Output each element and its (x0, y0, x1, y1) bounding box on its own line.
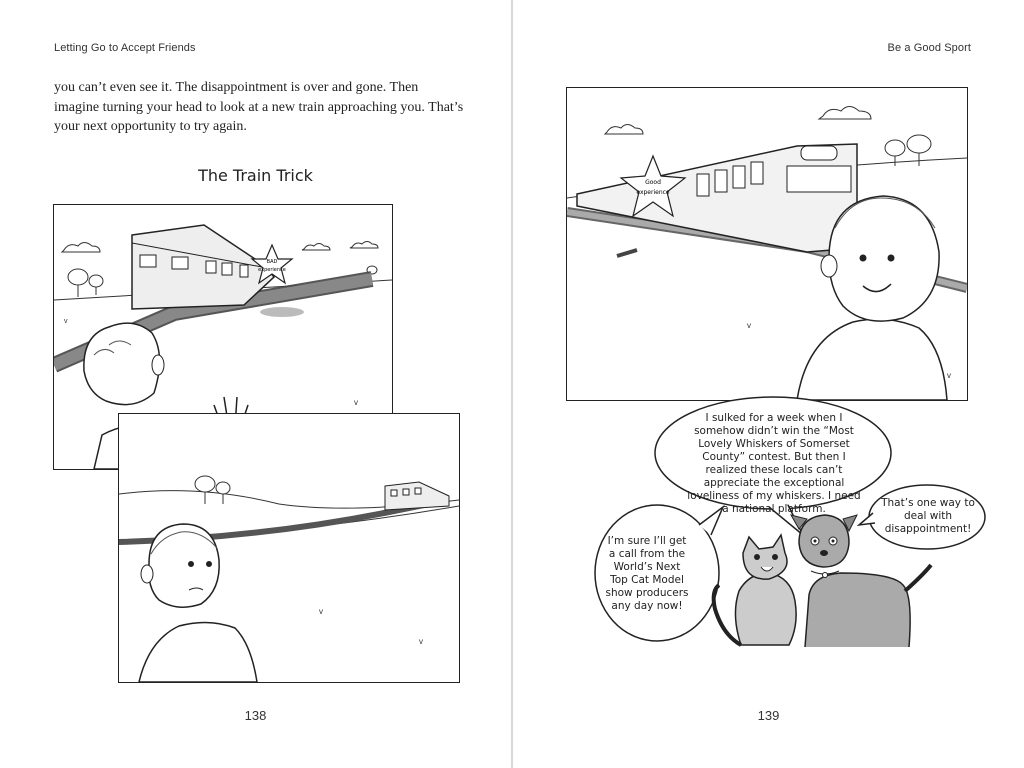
body-paragraph: you can’t even see it. The disappointment is over and gone. Then imagine turning your head to look at a new train approaching you. That’s your next opportunity to try again. (54, 80, 464, 134)
bad-star-label-top: BAD (266, 259, 278, 265)
speech-bubble-cat-top: I sulked for a week when I somehow didn’t win the “Most Lovely Whiskers of Somerset County” contest. But then I realized these locals can’t appreciate the exceptional loveliness of my whiskers. I need a national platform. (687, 412, 861, 515)
running-head-left: Letting Go to Accept Friends (54, 42, 196, 54)
right-page (513, 0, 1024, 768)
comic-panel-new-train (566, 87, 968, 401)
speech-bubble-cat-left: I’m sure I’ll get a call from the World’s Next Top Cat Model show producers any day now! (605, 535, 689, 612)
bad-star-label-bottom: experience (258, 267, 286, 273)
good-star-label-top: Good (645, 179, 661, 186)
svg-text:v: v (947, 371, 951, 380)
page-number-right: 139 (757, 708, 780, 723)
svg-text:v: v (319, 607, 323, 616)
comic-panel-turning (118, 413, 460, 683)
svg-text:v: v (64, 318, 68, 325)
figure-caption: The Train Trick (198, 166, 313, 185)
good-star-label-bottom: experience (636, 189, 670, 196)
panel-illustration-new-train (567, 88, 967, 400)
svg-text:v: v (419, 637, 423, 646)
panel-illustration-turning (119, 414, 459, 682)
left-page (0, 0, 511, 768)
page-number-left: 138 (244, 708, 267, 723)
speech-bubble-dog: That’s one way to deal with disappointment! (881, 497, 975, 535)
svg-text:v: v (747, 321, 751, 330)
running-head-right: Be a Good Sport (887, 42, 971, 54)
svg-text:v: v (354, 398, 358, 407)
